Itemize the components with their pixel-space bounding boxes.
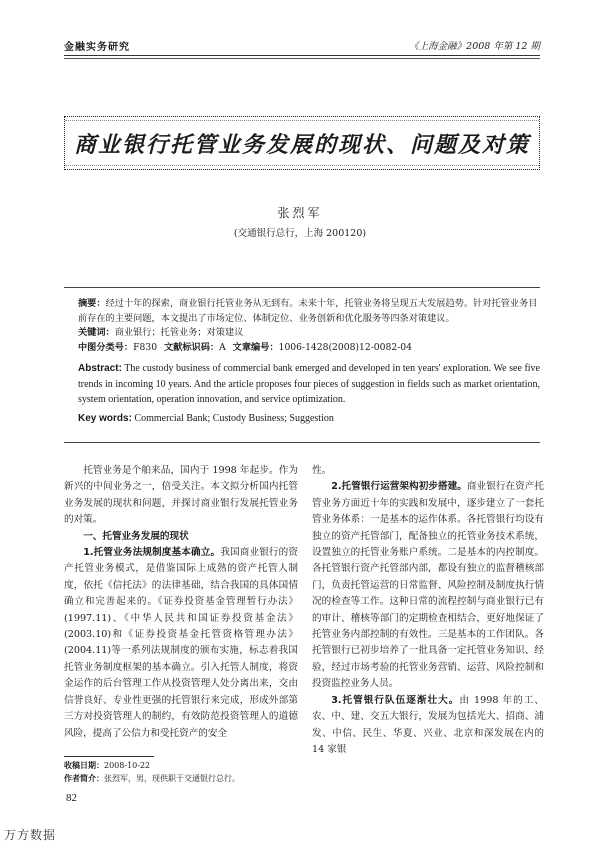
en-keywords-text: Commercial Bank; Custody Business; Suggestion (134, 412, 334, 424)
article-title: 商业银行托管业务发展的现状、问题及对策 (73, 132, 530, 158)
footnote-author (64, 773, 240, 785)
en-keywords-label: Key words: (78, 412, 132, 424)
page-number: 82 (66, 792, 77, 804)
en-keywords (78, 411, 540, 427)
classification-meta (78, 341, 540, 356)
intro-paragraph: 托管业务是个舶来品，国内于 1998 年起步。作为新兴的中间业务之一，倍受关注。本文拟分析国内托管业务发展的现状和问题，并探讨商业银行发展托管业务的对策。 (64, 465, 298, 526)
header-rule (64, 55, 540, 56)
cn-keywords (78, 326, 540, 341)
chinese-abstract (78, 297, 540, 355)
doc-code-value: A (219, 341, 226, 353)
clc-value: F830 (133, 341, 158, 353)
author-affiliation: (交通银行总行，上海 200120) (233, 228, 367, 239)
cn-abstract-label: 摘要： (78, 298, 106, 309)
header-section-label: 金融实务研究 (64, 42, 130, 53)
body-left-column (64, 463, 298, 742)
paragraph-1-lead: 1.托管业务法规制度基本确立。 (83, 547, 221, 559)
body-right-column (312, 463, 544, 758)
paragraph-3-lead: 3.托管银行队伍逐渐壮大。 (331, 694, 460, 706)
cn-keywords-text: 商业银行；托管业务；对策建议 (114, 327, 244, 339)
doc-code-label: 文献标识码： (163, 341, 220, 353)
header-journal-issue: 《上海金融》2008 年第 12 期 (409, 41, 540, 52)
received-label: 收稿日期： (64, 761, 104, 770)
author-name: 张烈军 (277, 206, 323, 220)
abstract-top-rule (64, 287, 540, 288)
footnote-rule (64, 756, 154, 757)
continued-text: 性。 (312, 465, 332, 476)
paragraph-1 (64, 545, 298, 742)
paragraph-1-text: 我国商业银行的资产托管业务模式，是借鉴国际上成熟的资产托管人制度，依托《信托法》的法律基础，结合我国的具体国情确立和完善起来的。《证券投资基金管理暂行办法》(1997.11)、《中华人民共和国证券投资基金法》(2003.10)和《证券投资基金托管资格管理办法》(2004.11)等一系列法规制度的颁布实施，标志着我国托管业务制度框架的基本确立。引入托管人制度，将资金运作的后台管理工作从投资管理人处分离出来，交由信誉良好、专业性更强的托管银行来完成，形成外部第三方对投资管理人的制约，有效防范投资管理人的道德风险，提高了公信力和受托资产的安全 (64, 547, 299, 739)
en-abstract-para (78, 361, 540, 408)
author-bio-label: 作者简介： (64, 774, 104, 783)
title-box (64, 116, 540, 170)
article-id-label: 文章编号： (232, 341, 279, 353)
paragraph-2-lead: 2.托管银行运营架构初步搭建。 (331, 481, 467, 493)
paragraph-3 (312, 693, 544, 759)
cn-abstract-para (78, 297, 540, 326)
abstract-bottom-rule (64, 442, 540, 443)
article-id-value: 1006-1428(2008)12-0082-04 (278, 341, 412, 353)
en-abstract-label: Abstract: (78, 363, 122, 374)
section-heading-1: 一、托管业务发展的现状 (83, 530, 189, 542)
paragraph-2 (312, 479, 544, 692)
cn-abstract-text: 经过十年的探索，商业银行托管业务从无到有。未来十年，托管业务将呈现五大发展趋势。针对托管业务目前存在的主要问题，本文提出了市场定位、体制定位、业务创新和优化服务等四条对策建议。 (78, 298, 538, 324)
received-date: 2008-10-22 (104, 761, 151, 770)
paragraph-3-text: 由 1998 年的工、农、中、建、交五大银行，发展为包括光大、招商、浦发、中信、民生、华夏、兴业、北京和深发展在内的 14 家银 (312, 694, 544, 755)
footnote-received (64, 760, 150, 772)
paragraph-2-text: 商业银行在资产托管业务方面近十年的实践和发展中，逐步建立了一套托管业务体系：一是基本的运作体系。各托管银行均设有独立的资产托管部门，配备独立的托管业务技术系统，设置独立的托管业务账户系统。二是基本的内控制度。各托管银行资产托管部内部，都设有独立的监督稽核部门，负责托管运营的日常监督、风险控制及制度执行情况的检查等工作。这种日常的流程控制与商业银行已有的审计、稽核等部门的定期检查相结合，更好地保证了托管业务内部控制的有效性。三是基本的工作团队。各托管银行已初步培养了一批具备一定托管业务知识、经验，经过市场考验的托管业务营销、运营、风险控制和投资监控业务人员。 (312, 481, 544, 690)
watermark: 万方数据 (4, 828, 57, 842)
english-abstract (78, 361, 540, 426)
header-rule-thin (64, 58, 540, 59)
en-abstract-text: The custody business of commercial bank emerged and developed in ten years' exploration. We see five trends in incoming 10 years. And the article proposes four pieces of suggestion in fields such as market orientation, system orientation, operation innovation, and service optimization. (78, 363, 540, 405)
clc-label: 中图分类号： (78, 341, 134, 353)
author-bio-text: 张烈军，男，现供职于交通银行总行。 (104, 774, 240, 783)
cn-keywords-label: 关键词： (78, 327, 115, 339)
